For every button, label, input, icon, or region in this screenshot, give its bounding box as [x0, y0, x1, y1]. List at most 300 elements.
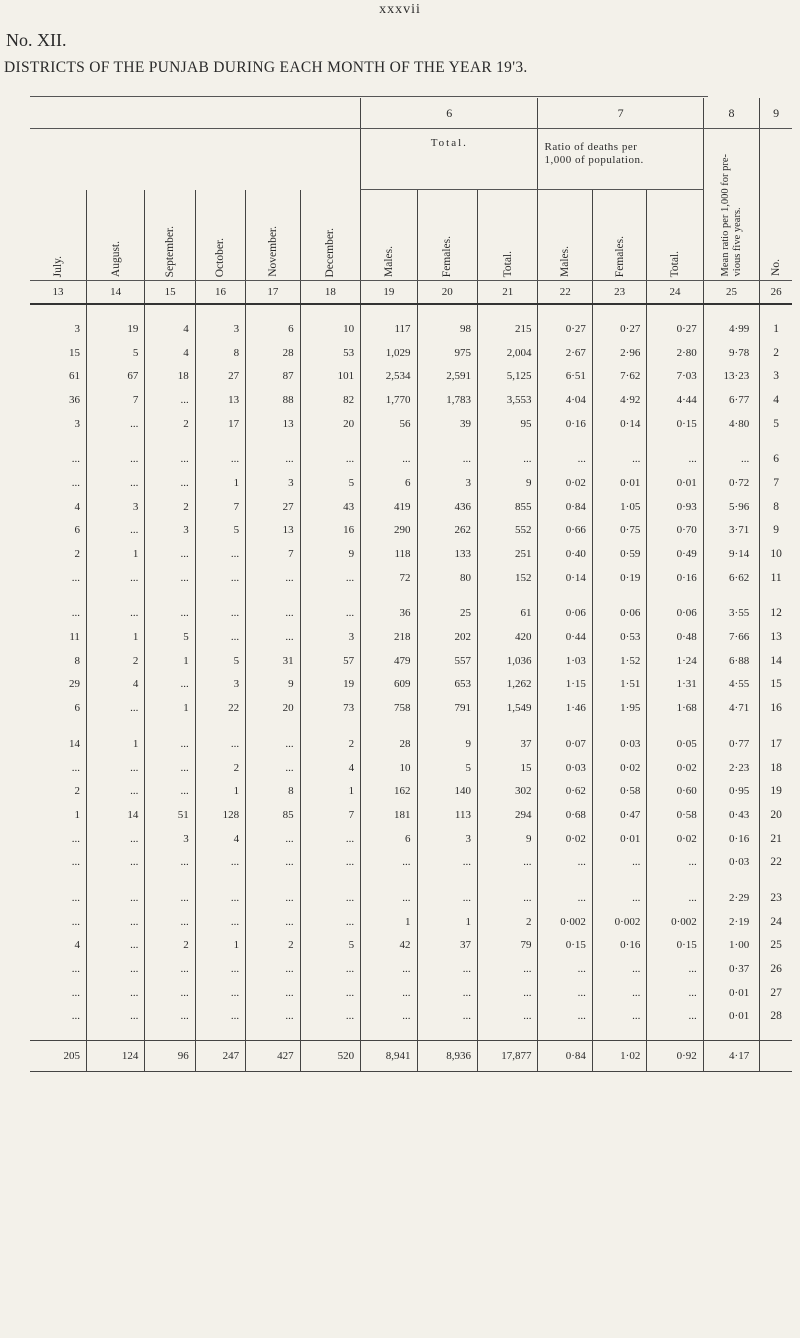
table-cell: 7·03: [647, 364, 703, 388]
row-number-cell: 19: [760, 779, 792, 803]
table-cell: ...: [195, 1005, 245, 1029]
table-cell: 0·95: [703, 779, 759, 803]
table-cell: 9: [300, 542, 361, 566]
table-row: [30, 412, 792, 436]
table-cell: 6·62: [703, 566, 759, 590]
table-cell: 4: [74, 939, 80, 952]
table-cell: 28: [246, 341, 300, 365]
table-cell: ...: [195, 910, 245, 934]
table-cell: ...: [195, 602, 245, 626]
table-cell: 1·46: [538, 696, 592, 720]
table-cell: ...: [478, 447, 538, 471]
total-cell: 247: [195, 1041, 245, 1072]
row-number-cell: 12: [760, 602, 792, 626]
table-cell: 1·51: [592, 673, 646, 697]
column-number: 19: [361, 281, 417, 305]
table-cell: 27: [246, 495, 300, 519]
table-cell: ...: [538, 886, 592, 910]
total-cell: 427: [246, 1041, 300, 1072]
table-cell: 2·23: [703, 756, 759, 780]
table-cell: ...: [86, 447, 144, 471]
no-header: No.: [760, 129, 792, 281]
table-cell: ...: [195, 957, 245, 981]
table-cell: 8: [195, 341, 245, 365]
column-number: 18: [300, 281, 361, 305]
column-number: 24: [647, 281, 703, 305]
table-cell: 0·27: [538, 317, 592, 341]
table-cell: ...: [703, 447, 759, 471]
table-row: [30, 779, 792, 803]
table-cell: ...: [71, 761, 80, 774]
table-cell: 6: [361, 827, 417, 851]
table-cell: 6·51: [538, 364, 592, 388]
row-number-cell: 21: [760, 827, 792, 851]
table-cell: 0·06: [592, 602, 646, 626]
table-cell: ...: [647, 886, 703, 910]
table-cell: ...: [86, 756, 144, 780]
table-cell: 0·72: [703, 471, 759, 495]
table-row: [30, 495, 792, 519]
table-cell: 0·15: [647, 934, 703, 958]
table-cell: 2: [195, 756, 245, 780]
table-cell: 7: [86, 388, 144, 412]
row-number-cell: 26: [760, 957, 792, 981]
table-cell: ...: [361, 981, 417, 1005]
ratio-group-header: [538, 129, 703, 190]
table-number-heading: No. XII.: [6, 30, 67, 50]
table-cell: 0·58: [647, 803, 703, 827]
table-cell: 1·03: [538, 649, 592, 673]
table-cell: ...: [300, 850, 361, 874]
table-cell: 1: [86, 542, 144, 566]
row-number-cell: 13: [760, 625, 792, 649]
total-cell: 124: [86, 1041, 144, 1072]
table-cell: 2·96: [592, 341, 646, 365]
table-cell: ...: [417, 957, 477, 981]
table-cell: 0·06: [538, 602, 592, 626]
table-cell: ...: [145, 732, 195, 756]
table-cell: 9: [478, 471, 538, 495]
table-cell: 0·44: [538, 625, 592, 649]
table-cell: ...: [145, 910, 195, 934]
row-number-cell: 6: [760, 447, 792, 471]
table-cell: ...: [86, 957, 144, 981]
table-cell: 18: [145, 364, 195, 388]
table-cell: 152: [478, 566, 538, 590]
table-cell: ...: [195, 850, 245, 874]
column-number: 15: [145, 281, 195, 305]
table-cell: 419: [361, 495, 417, 519]
table-cell: 1: [74, 808, 80, 821]
table-cell: ...: [478, 957, 538, 981]
table-cell: 2,591: [417, 364, 477, 388]
table-cell: 1·31: [647, 673, 703, 697]
table-cell: 9: [246, 673, 300, 697]
spacer-row: [30, 874, 792, 886]
table-row: [30, 696, 792, 720]
table-cell: 36: [361, 602, 417, 626]
table-cell: 5: [145, 625, 195, 649]
table-cell: 2·29: [703, 886, 759, 910]
table-cell: ...: [300, 957, 361, 981]
section-number-row: [30, 98, 792, 129]
table-cell: 5: [300, 471, 361, 495]
total-cell: 1·02: [592, 1041, 646, 1072]
table-cell: ...: [300, 447, 361, 471]
table-cell: 128: [195, 803, 245, 827]
column-number: 26: [760, 281, 792, 305]
row-number-cell: 3: [760, 364, 792, 388]
table-cell: 1: [195, 779, 245, 803]
table-cell: 10: [361, 756, 417, 780]
table-cell: 95: [478, 412, 538, 436]
december-header: December.: [300, 190, 361, 281]
total-cell: 205: [30, 1041, 86, 1072]
table-cell: ...: [246, 957, 300, 981]
table-cell: ...: [647, 447, 703, 471]
table-cell: 7: [195, 495, 245, 519]
table-row: [30, 957, 792, 981]
table-cell: 8: [246, 779, 300, 803]
total-cell: 8,941: [361, 1041, 417, 1072]
table-cell: 294: [478, 803, 538, 827]
table-row: [30, 341, 792, 365]
table-cell: 7: [300, 803, 361, 827]
totals-row: [30, 1041, 792, 1072]
spacer-row: [30, 304, 792, 317]
table-cell: ...: [417, 850, 477, 874]
row-number-cell: 17: [760, 732, 792, 756]
table-cell: 87: [246, 364, 300, 388]
table-cell: 3: [74, 417, 80, 430]
table-cell: ...: [592, 957, 646, 981]
row-number-cell: 16: [760, 696, 792, 720]
table-cell: 5: [417, 756, 477, 780]
table-cell: ...: [145, 886, 195, 910]
table-cell: 0·02: [647, 827, 703, 851]
table-cell: ...: [478, 981, 538, 1005]
table-cell: 0·77: [703, 732, 759, 756]
table-cell: 13: [246, 412, 300, 436]
table-cell: 1·05: [592, 495, 646, 519]
column-number: 16: [195, 281, 245, 305]
table-cell: 11: [69, 631, 80, 644]
table-cell: 4: [145, 341, 195, 365]
table-cell: 1,036: [478, 649, 538, 673]
table-cell: 14: [86, 803, 144, 827]
table-cell: 5·96: [703, 495, 759, 519]
table-cell: 7·66: [703, 625, 759, 649]
table-row: [30, 1005, 792, 1029]
table-cell: 6·88: [703, 649, 759, 673]
table-cell: 4: [195, 827, 245, 851]
table-cell: 31: [246, 649, 300, 673]
table-cell: 3: [417, 471, 477, 495]
table-cell: 0·07: [538, 732, 592, 756]
table-cell: 2: [300, 732, 361, 756]
table-cell: ...: [145, 388, 195, 412]
table-cell: 1·52: [592, 649, 646, 673]
table-cell: 0·47: [592, 803, 646, 827]
table-cell: 436: [417, 495, 477, 519]
table-cell: 2: [74, 785, 80, 798]
table-cell: 0·53: [592, 625, 646, 649]
table-cell: 7·62: [592, 364, 646, 388]
table-cell: 0·75: [592, 519, 646, 543]
table-cell: ...: [195, 732, 245, 756]
table-cell: 1·95: [592, 696, 646, 720]
total-cell: 17,877: [478, 1041, 538, 1072]
table-cell: 3: [300, 625, 361, 649]
column-number: 23: [592, 281, 646, 305]
table-cell: 0·002: [647, 910, 703, 934]
table-row: [30, 934, 792, 958]
table-cell: ...: [478, 1005, 538, 1029]
table-cell: ...: [592, 850, 646, 874]
table-cell: ...: [86, 934, 144, 958]
table-cell: ...: [300, 886, 361, 910]
table-cell: ...: [145, 850, 195, 874]
table-cell: 0·40: [538, 542, 592, 566]
table-cell: 1·68: [647, 696, 703, 720]
table-cell: ...: [145, 542, 195, 566]
table-cell: 0·01: [647, 471, 703, 495]
row-number-cell: 7: [760, 471, 792, 495]
table-cell: 85: [246, 803, 300, 827]
table-cell: 2,004: [478, 341, 538, 365]
row-number-cell: 25: [760, 934, 792, 958]
column-header-row: [30, 190, 792, 281]
table-cell: 0·60: [647, 779, 703, 803]
table-cell: 4·55: [703, 673, 759, 697]
table-cell: 0·02: [592, 756, 646, 780]
table-cell: 4·92: [592, 388, 646, 412]
table-cell: 0·01: [592, 827, 646, 851]
table-cell: 39: [417, 412, 477, 436]
table-cell: 1,770: [361, 388, 417, 412]
table-cell: 9: [417, 732, 477, 756]
table-cell: 6·77: [703, 388, 759, 412]
table-cell: 557: [417, 649, 477, 673]
table-cell: 27: [195, 364, 245, 388]
table-cell: ...: [647, 1005, 703, 1029]
table-cell: 0·002: [592, 910, 646, 934]
table-cell: 2·67: [538, 341, 592, 365]
table-cell: ...: [417, 447, 477, 471]
table-cell: 72: [361, 566, 417, 590]
column-number-row: [30, 281, 792, 305]
table-cell: ...: [246, 566, 300, 590]
table-cell: ...: [361, 886, 417, 910]
table-cell: 0·15: [647, 412, 703, 436]
table-row: [30, 625, 792, 649]
table-cell: 302: [478, 779, 538, 803]
row-number-cell: 20: [760, 803, 792, 827]
table-row: [30, 756, 792, 780]
top-rule: [30, 96, 708, 97]
table-cell: ...: [417, 1005, 477, 1029]
table-cell: 80: [417, 566, 477, 590]
table-cell: ...: [478, 886, 538, 910]
table-cell: ...: [592, 886, 646, 910]
table-cell: 61: [478, 602, 538, 626]
table-cell: 0·02: [647, 756, 703, 780]
row-number-cell: 15: [760, 673, 792, 697]
table-cell: ...: [592, 447, 646, 471]
table-cell: 4·44: [647, 388, 703, 412]
table-cell: 791: [417, 696, 477, 720]
table-cell: 13: [195, 388, 245, 412]
table-cell: 552: [478, 519, 538, 543]
table-cell: ...: [86, 696, 144, 720]
table-cell: 1: [145, 696, 195, 720]
table-cell: ...: [246, 756, 300, 780]
mean-ratio-header: [703, 129, 759, 281]
row-number-cell: 10: [760, 542, 792, 566]
total-cell: 0·84: [538, 1041, 592, 1072]
table-cell: 118: [361, 542, 417, 566]
table-row: [30, 803, 792, 827]
row-number-cell: 28: [760, 1005, 792, 1029]
table-cell: 3: [145, 519, 195, 543]
table-cell: 5: [195, 519, 245, 543]
table-cell: 133: [417, 542, 477, 566]
table-cell: 0·15: [538, 934, 592, 958]
october-header: October.: [195, 190, 245, 281]
table-cell: 181: [361, 803, 417, 827]
table-cell: ...: [86, 827, 144, 851]
table-cell: ...: [145, 779, 195, 803]
table-cell: 5: [300, 934, 361, 958]
table-cell: 61: [68, 370, 80, 383]
table-cell: ...: [86, 850, 144, 874]
table-cell: ...: [195, 981, 245, 1005]
table-cell: ...: [300, 1005, 361, 1029]
table-cell: 14: [68, 737, 80, 750]
table-cell: ...: [195, 625, 245, 649]
table-cell: 2: [86, 649, 144, 673]
table-cell: 0·16: [647, 566, 703, 590]
ratio-header-line-2: 1,000 of population.: [544, 154, 644, 166]
table-cell: 0·43: [703, 803, 759, 827]
table-cell: ...: [647, 957, 703, 981]
table-cell: ...: [71, 832, 80, 845]
table-cell: 2: [145, 412, 195, 436]
row-number-cell: 2: [760, 341, 792, 365]
group-header-row: [30, 129, 792, 190]
mean-header-line-1: Mean ratio per 1,000 for pre-: [719, 153, 731, 276]
table-cell: 2: [145, 495, 195, 519]
table-cell: ...: [71, 476, 80, 489]
table-cell: 0·01: [703, 1005, 759, 1029]
table-cell: 218: [361, 625, 417, 649]
table-cell: 1·24: [647, 649, 703, 673]
table-cell: ...: [145, 673, 195, 697]
table-cell: 4: [145, 317, 195, 341]
total-cell: 8,936: [417, 1041, 477, 1072]
table-cell: 0·02: [538, 827, 592, 851]
total-cell: 4·17: [703, 1041, 759, 1072]
table-cell: ...: [246, 1005, 300, 1029]
table-cell: 1: [417, 910, 477, 934]
table-cell: 1·15: [538, 673, 592, 697]
ratio-females-header: Females.: [592, 190, 646, 281]
table-cell: 2: [478, 910, 538, 934]
table-cell: 53: [300, 341, 361, 365]
row-number-cell: 14: [760, 649, 792, 673]
table-cell: ...: [417, 886, 477, 910]
table-cell: 67: [86, 364, 144, 388]
table-cell: 6: [74, 702, 80, 715]
table-cell: 0·70: [647, 519, 703, 543]
column-number: 22: [538, 281, 592, 305]
july-header: July.: [30, 190, 86, 281]
table-cell: 73: [300, 696, 361, 720]
row-number-cell: 9: [760, 519, 792, 543]
total-cell: 96: [145, 1041, 195, 1072]
table-cell: ...: [592, 981, 646, 1005]
table-cell: 0·03: [703, 850, 759, 874]
ratio-header-line-1: Ratio of deaths per: [544, 141, 638, 153]
table-row: [30, 447, 792, 471]
table-cell: 2: [74, 548, 80, 561]
table-row: [30, 649, 792, 673]
table-cell: ...: [86, 1005, 144, 1029]
table-cell: ...: [71, 1010, 80, 1023]
table-cell: ...: [145, 566, 195, 590]
table-cell: 42: [361, 934, 417, 958]
table-cell: 653: [417, 673, 477, 697]
table-cell: 0·01: [703, 981, 759, 1005]
section-8-number: 8: [703, 98, 759, 129]
row-number-cell: 5: [760, 412, 792, 436]
row-number-cell: 18: [760, 756, 792, 780]
table-cell: 57: [300, 649, 361, 673]
total-cell: 0·92: [647, 1041, 703, 1072]
table-cell: 25: [417, 602, 477, 626]
row-number-cell: 27: [760, 981, 792, 1005]
table-cell: 1,783: [417, 388, 477, 412]
table-cell: 0·01: [592, 471, 646, 495]
table-cell: ...: [145, 756, 195, 780]
table-cell: 113: [417, 803, 477, 827]
table-row: [30, 566, 792, 590]
table-cell: 17: [195, 412, 245, 436]
table-cell: 215: [478, 317, 538, 341]
table-cell: 43: [300, 495, 361, 519]
table-cell: 0·68: [538, 803, 592, 827]
table-cell: 29: [68, 678, 80, 691]
spacer-row: [30, 720, 792, 732]
table-cell: ...: [246, 886, 300, 910]
table-cell: 1·00: [703, 934, 759, 958]
row-number-cell: 24: [760, 910, 792, 934]
table-cell: ...: [538, 850, 592, 874]
table-cell: 36: [68, 393, 80, 406]
table-cell: ...: [647, 981, 703, 1005]
table-cell: 28: [361, 732, 417, 756]
table-cell: 290: [361, 519, 417, 543]
females-header: Females.: [417, 190, 477, 281]
spacer-row: [30, 1028, 792, 1041]
row-number-cell: 22: [760, 850, 792, 874]
table-cell: 0·05: [647, 732, 703, 756]
table-cell: ...: [246, 447, 300, 471]
table-cell: 1: [361, 910, 417, 934]
table-cell: 88: [246, 388, 300, 412]
table-cell: 5,125: [478, 364, 538, 388]
table-cell: ...: [86, 981, 144, 1005]
